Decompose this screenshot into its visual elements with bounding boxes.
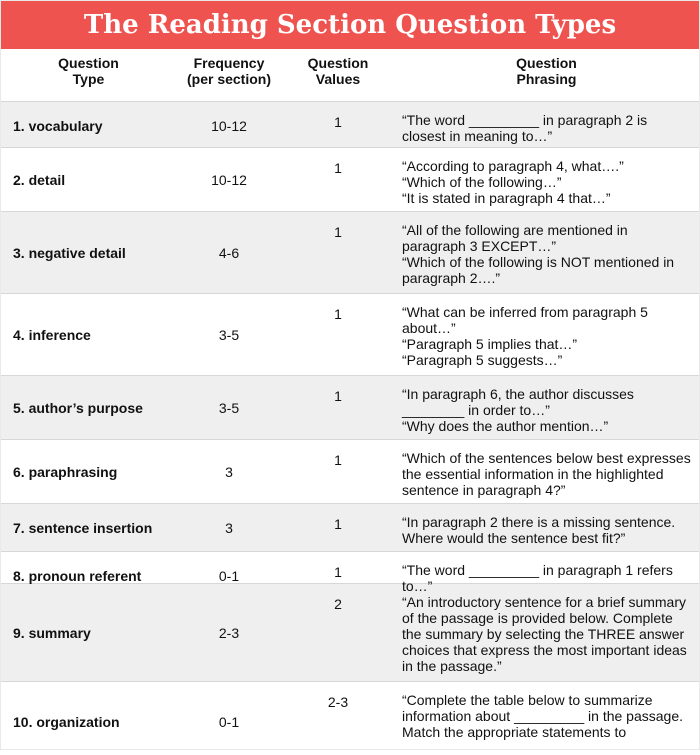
frequency: 3-5 bbox=[218, 326, 240, 343]
table-row bbox=[1, 375, 699, 439]
question-phrasing bbox=[394, 504, 699, 552]
question-phrasing bbox=[394, 584, 699, 681]
question-type: 1. vocabulary bbox=[13, 118, 103, 134]
question-value: 1 bbox=[334, 452, 342, 468]
header-phrasing-line2: Phrasing bbox=[516, 71, 577, 87]
question-value: 2 bbox=[334, 596, 342, 612]
frequency: 3 bbox=[225, 464, 233, 480]
question-phrasing bbox=[394, 294, 699, 375]
header-question-type bbox=[1, 55, 176, 101]
table-row bbox=[1, 147, 699, 211]
phrasing-line: “The word _________ in paragraph 1 refers to…” bbox=[402, 562, 673, 594]
table-row bbox=[1, 293, 699, 375]
frequency: 4-6 bbox=[218, 244, 240, 261]
question-type: 5. author’s purpose bbox=[13, 400, 143, 416]
table-row bbox=[1, 101, 699, 147]
header-frequency bbox=[176, 55, 282, 101]
question-value: 1 bbox=[334, 160, 342, 176]
question-phrasing bbox=[394, 376, 699, 440]
frequency: 10-12 bbox=[211, 118, 247, 134]
question-type: 8. pronoun referent bbox=[13, 568, 142, 584]
header-type-line1: Question bbox=[58, 55, 119, 71]
header-freq-line2: (per section) bbox=[186, 71, 271, 87]
question-type: 6. paraphrasing bbox=[13, 464, 118, 480]
header-question-values bbox=[282, 55, 394, 101]
question-type: 4. inference bbox=[13, 326, 91, 343]
phrasing-line: “Which of the following…” bbox=[402, 174, 562, 190]
question-value: 1 bbox=[334, 516, 342, 532]
question-value: 1 bbox=[334, 114, 342, 130]
frequency: 3-5 bbox=[218, 400, 240, 416]
header-type-line2: Type bbox=[72, 71, 105, 87]
question-value: 1 bbox=[334, 388, 342, 404]
header-values-line1: Question bbox=[307, 55, 369, 71]
phrasing-line: “Why does the author mention…” bbox=[402, 418, 609, 434]
question-type: 2. detail bbox=[13, 172, 66, 188]
header-phrasing-line1: Question bbox=[516, 55, 577, 71]
phrasing-line: “In paragraph 2 there is a missing sentence. Where would the sentence best fit?” bbox=[402, 514, 676, 546]
frequency: 10-12 bbox=[211, 172, 247, 188]
page-title: The Reading Section Question Types bbox=[1, 1, 699, 49]
table-row bbox=[1, 211, 699, 293]
frequency: 0-1 bbox=[218, 714, 240, 730]
phrasing-line: “Paragraph 5 suggests…” bbox=[402, 352, 563, 368]
question-type: 7. sentence insertion bbox=[13, 520, 153, 536]
header-values-line2: Values bbox=[315, 71, 361, 87]
frequency: 3 bbox=[225, 520, 233, 536]
question-phrasing bbox=[394, 212, 699, 293]
table-header bbox=[1, 49, 699, 101]
phrasing-line: “It is stated in paragraph 4 that…” bbox=[402, 190, 611, 206]
question-type: 3. negative detail bbox=[13, 244, 126, 261]
table-row bbox=[1, 681, 699, 755]
question-phrasing bbox=[394, 440, 699, 504]
phrasing-line: “Which of the following is NOT mentioned in paragraph 2….” bbox=[402, 254, 675, 286]
header-freq-line1: Frequency bbox=[193, 55, 265, 71]
table-row bbox=[1, 503, 699, 551]
question-type: 10. organization bbox=[13, 714, 120, 730]
phrasing-line: “According to paragraph 4, what….” bbox=[402, 158, 624, 174]
phrasing-line: “All of the following are mentioned in paragraph 3 EXCEPT…” bbox=[402, 222, 628, 254]
question-phrasing bbox=[394, 682, 699, 755]
table-row bbox=[1, 551, 699, 594]
phrasing-line: “Paragraph 5 implies that…” bbox=[402, 336, 578, 352]
header-question-phrasing bbox=[394, 55, 699, 101]
table-row bbox=[1, 439, 699, 503]
frequency: 0-1 bbox=[218, 568, 240, 584]
question-phrasing bbox=[394, 102, 699, 150]
phrasing-line: “In paragraph 6, the author discusses ________ in order to…” bbox=[402, 386, 634, 418]
table-row bbox=[1, 583, 699, 681]
phrasing-line: “An introductory sentence for a brief summary of the passage is provided below. Complete the summary by selecting the THREE answer choices that express the most important ideas in the passage.” bbox=[402, 594, 687, 674]
question-value: 2-3 bbox=[327, 694, 349, 710]
phrasing-line: “What can be inferred from paragraph 5 about…” bbox=[402, 304, 648, 336]
frequency: 2-3 bbox=[218, 624, 240, 641]
question-value: 1 bbox=[334, 306, 342, 322]
question-value: 1 bbox=[334, 224, 342, 240]
phrasing-line: “Which of the sentences below best expresses the essential information in the highlighted sentence in paragraph 4?” bbox=[402, 450, 691, 498]
question-value: 1 bbox=[334, 564, 342, 580]
question-phrasing bbox=[394, 148, 699, 212]
phrasing-line: “The word _________ in paragraph 2 is closest in meaning to…” bbox=[402, 112, 648, 144]
phrasing-line: “Complete the table below to summarize information about _________ in the passage. Match the appropriate statements to _________ bbox=[402, 692, 683, 755]
question-type: 9. summary bbox=[13, 624, 91, 641]
